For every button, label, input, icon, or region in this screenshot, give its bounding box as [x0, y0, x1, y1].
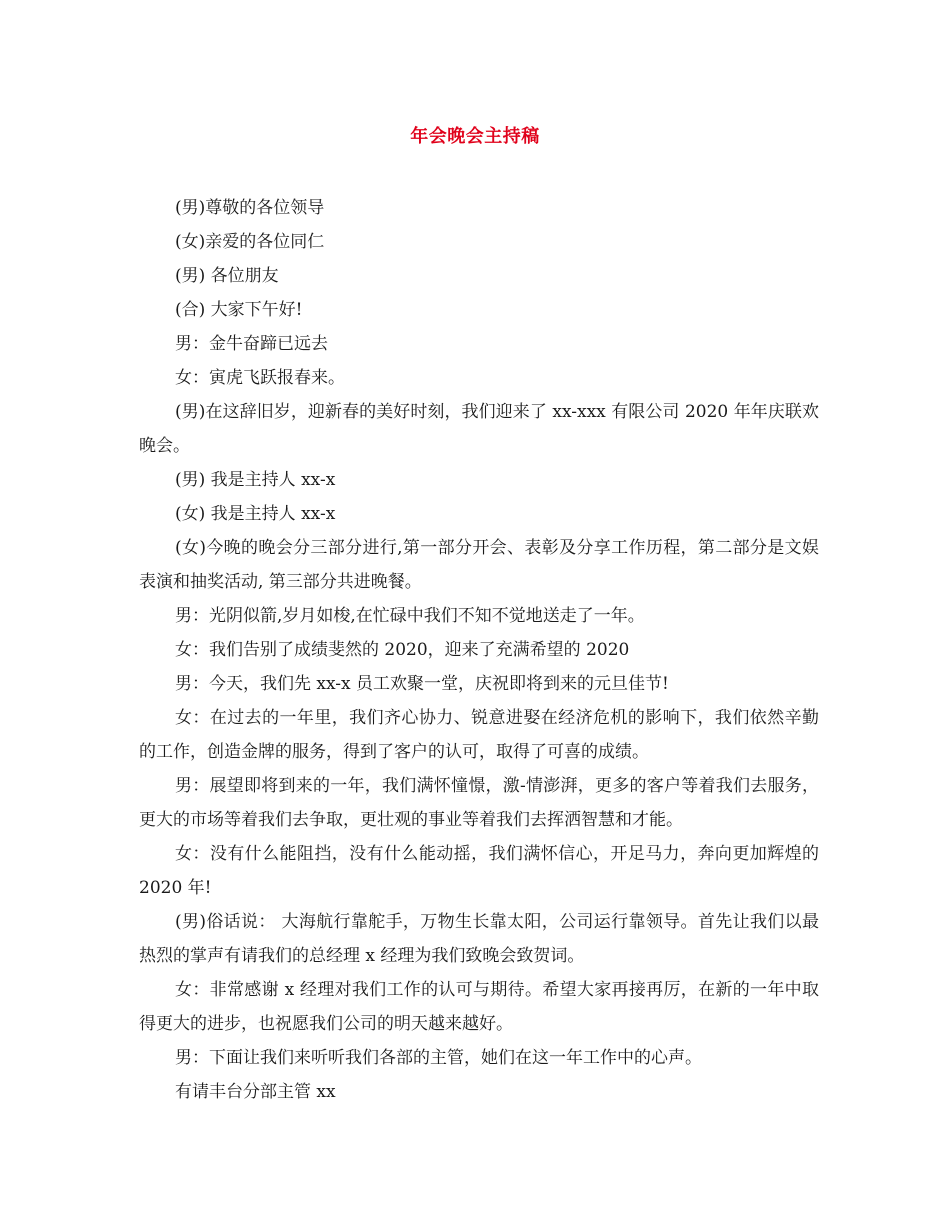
- paragraph: (女)亲爱的各位同仁: [175, 232, 325, 252]
- paragraph: (男) 各位朋友: [175, 266, 279, 286]
- paragraph: (男)尊敬的各位领导: [175, 198, 325, 218]
- paragraph: (合) 大家下午好!: [175, 300, 303, 320]
- paragraph: (男)俗话说： 大海航行靠舵手，万物生长靠太阳，公司运行靠领导。首先让我们以最热烈的掌声有请我们的总经理 x 经理为我们致晚会致贺词。: [139, 912, 819, 966]
- paragraph: 女：在过去的一年里，我们齐心协力、锐意进娶在经济危机的影响下，我们依然辛勤的工作，创造金牌的服务，得到了客户的认可，取得了可喜的成绩。: [139, 708, 819, 762]
- document-body: [139, 191, 819, 1109]
- document-title: 年会晚会主持稿: [410, 126, 540, 147]
- paragraph: 男：今天，我们先 xx-x 员工欢聚一堂，庆祝即将到来的元旦佳节!: [175, 674, 669, 694]
- paragraph: 男：下面让我们来听听我们各部的主管，她们在这一年工作中的心声。: [175, 1048, 702, 1068]
- paragraph: 男：光阴似箭,岁月如梭,在忙碌中我们不知不觉地送走了一年。: [175, 606, 645, 626]
- paragraph: (女) 我是主持人 xx-x: [175, 504, 336, 524]
- paragraph: 男：展望即将到来的一年，我们满怀憧憬，激-情澎湃，更多的客户等着我们去服务，更大的市场等着我们去争取，更壮观的事业等着我们去挥洒智慧和才能。: [139, 776, 819, 830]
- paragraph: (男) 我是主持人 xx-x: [175, 470, 336, 490]
- paragraph: 女：没有什么能阻挡，没有什么能动摇，我们满怀信心，开足马力，奔向更加辉煌的 2020 年!: [139, 844, 819, 898]
- paragraph: 女：寅虎飞跃报春来。: [175, 368, 345, 388]
- paragraph: 男：金牛奋蹄已远去: [175, 334, 328, 354]
- paragraph: 女：非常感谢 x 经理对我们工作的认可与期待。希望大家再接再厉，在新的一年中取得更大的进步，也祝愿我们公司的明天越来越好。: [139, 980, 819, 1034]
- paragraph: 有请丰台分部主管 xx: [175, 1082, 336, 1102]
- paragraph: (男)在这辞旧岁，迎新春的美好时刻，我们迎来了 xx-xxx 有限公司 2020 年年庆联欢晚会。: [139, 402, 819, 456]
- paragraph: 女：我们告别了成绩斐然的 2020，迎来了充满希望的 2020: [175, 640, 630, 660]
- paragraph: (女)今晚的晚会分三部分进行,第一部分开会、表彰及分享工作历程，第二部分是文娱表演和抽奖活动, 第三部分共进晚餐。: [139, 538, 819, 592]
